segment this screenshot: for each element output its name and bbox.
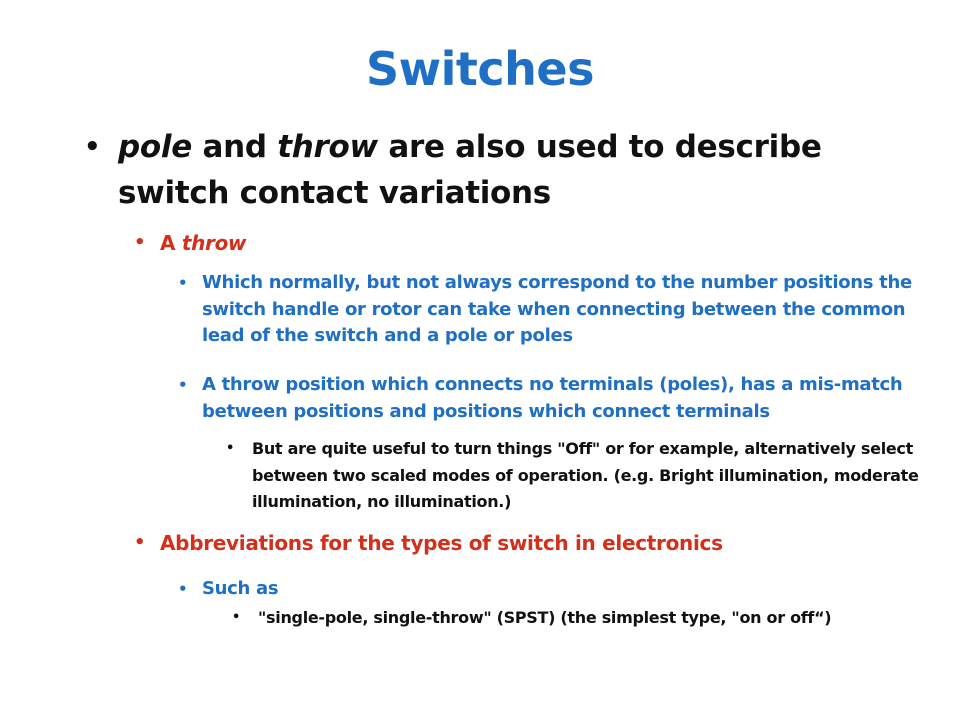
spst-example-text: "single-pole, single-throw" (SPST) (the simplest type, "on or off“) <box>258 608 832 627</box>
such-as-text: Such as <box>202 578 279 599</box>
bullet-level3-such-as <box>178 576 922 603</box>
level1-text-rest: are also used to describe switch contact variations <box>118 129 822 211</box>
slide-title: Switches <box>366 42 594 96</box>
term-throw: throw <box>277 129 378 165</box>
bullet-marker: • <box>178 580 188 598</box>
bullet-level2-a-throw <box>134 230 900 256</box>
bullet-marker: • <box>84 132 101 162</box>
bullet-marker: • <box>232 610 241 625</box>
throw-no-terminals-text: A throw position which connects no terminals (poles), has a mis-match between positions and positions which connect terminals <box>202 374 903 422</box>
bullet-marker: • <box>178 274 188 292</box>
bullet-marker: • <box>178 376 188 394</box>
term-pole: pole <box>118 129 192 165</box>
a-throw-prefix: A <box>160 231 182 255</box>
bullet-level4-spst-example <box>232 605 938 632</box>
bullet-level3-throw-definition <box>178 270 922 350</box>
bullet-marker: • <box>134 532 146 553</box>
level1-text-and: and <box>191 129 278 165</box>
bullet-level3-throw-no-terminals <box>178 372 922 425</box>
bullet-level1-pole-throw <box>84 124 898 216</box>
off-usage-text: But are quite useful to turn things "Off" or for example, alternatively select between two scaled modes of operation. (e.g. Bright illumination, moderate illumination, no illumination.) <box>252 439 919 511</box>
bullet-marker: • <box>134 232 146 253</box>
bullet-marker: • <box>226 441 235 456</box>
bullet-level4-off-usage <box>226 436 932 516</box>
throw-definition-text: Which normally, but not always correspond to the number positions the switch handle or rotor can take when connecting between the common lead of the switch and a pole or poles <box>202 272 912 346</box>
a-throw-term: throw <box>181 231 247 255</box>
abbreviations-text: Abbreviations for the types of switch in electronics <box>160 531 723 555</box>
bullet-level2-abbreviations <box>134 530 900 556</box>
